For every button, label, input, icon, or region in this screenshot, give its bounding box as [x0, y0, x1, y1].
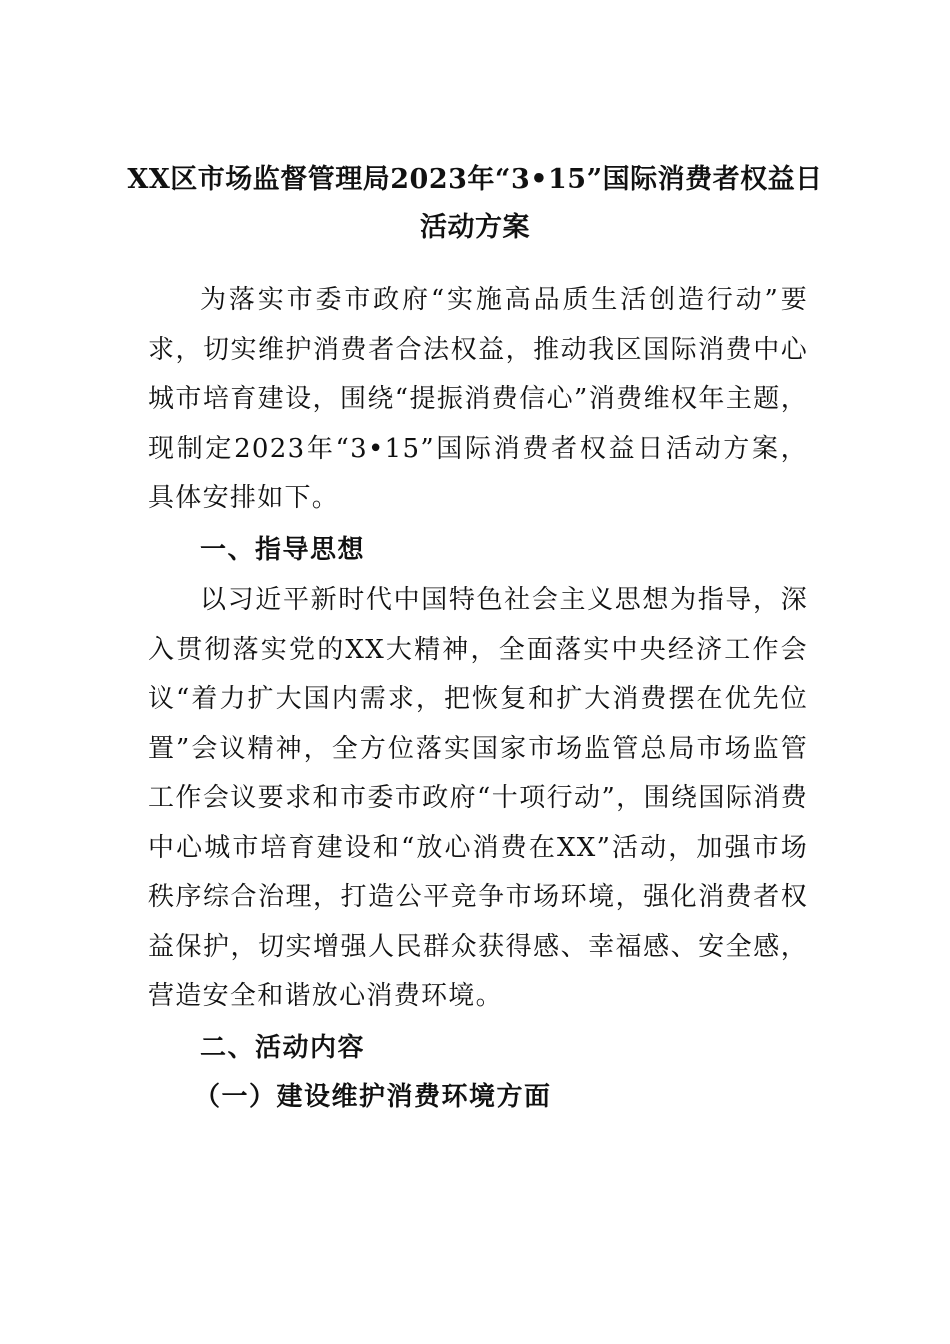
- section-heading-activity-content: 二、活动内容: [200, 1033, 366, 1063]
- document-title-line2: 活动方案: [420, 212, 530, 243]
- document-title-line1: XX区市场监督管理局2023年“3•15”国际消费者权益日: [127, 164, 823, 195]
- guiding-ideology-paragraph: 以习近平新时代中国特色社会主义思想为指导，深入贯彻落实党的XX大精神，全面落实中央经济工作会议“着力扩大国内需求，把恢复和扩大消费摆在优先位置”会议精神，全方位落实国家市场监管总局市场监管工作会议要求和市委市政府“十项行动”，围绕国际消费中心城市培育建设和“放心消费在XX”活动，加强市场秩序综合治理，打造公平竞争市场环境，强化消费者权益保护，切实增强人民群众获得感、幸福感、安全感，营造安全和谐放心消费环境。: [148, 585, 808, 1011]
- section-heading-guiding-ideology: 一、指导思想: [200, 535, 366, 565]
- intro-paragraph: 为落实市委市政府“实施高品质生活创造行动”要求，切实维护消费者合法权益，推动我区国际消费中心城市培育建设，围绕“提振消费信心”消费维权年主题，现制定2023年“3•15”国际消费者权益日活动方案，具体安排如下。: [148, 285, 808, 513]
- subsection-heading-consumer-environment: （一）建设维护消费环境方面: [194, 1082, 552, 1112]
